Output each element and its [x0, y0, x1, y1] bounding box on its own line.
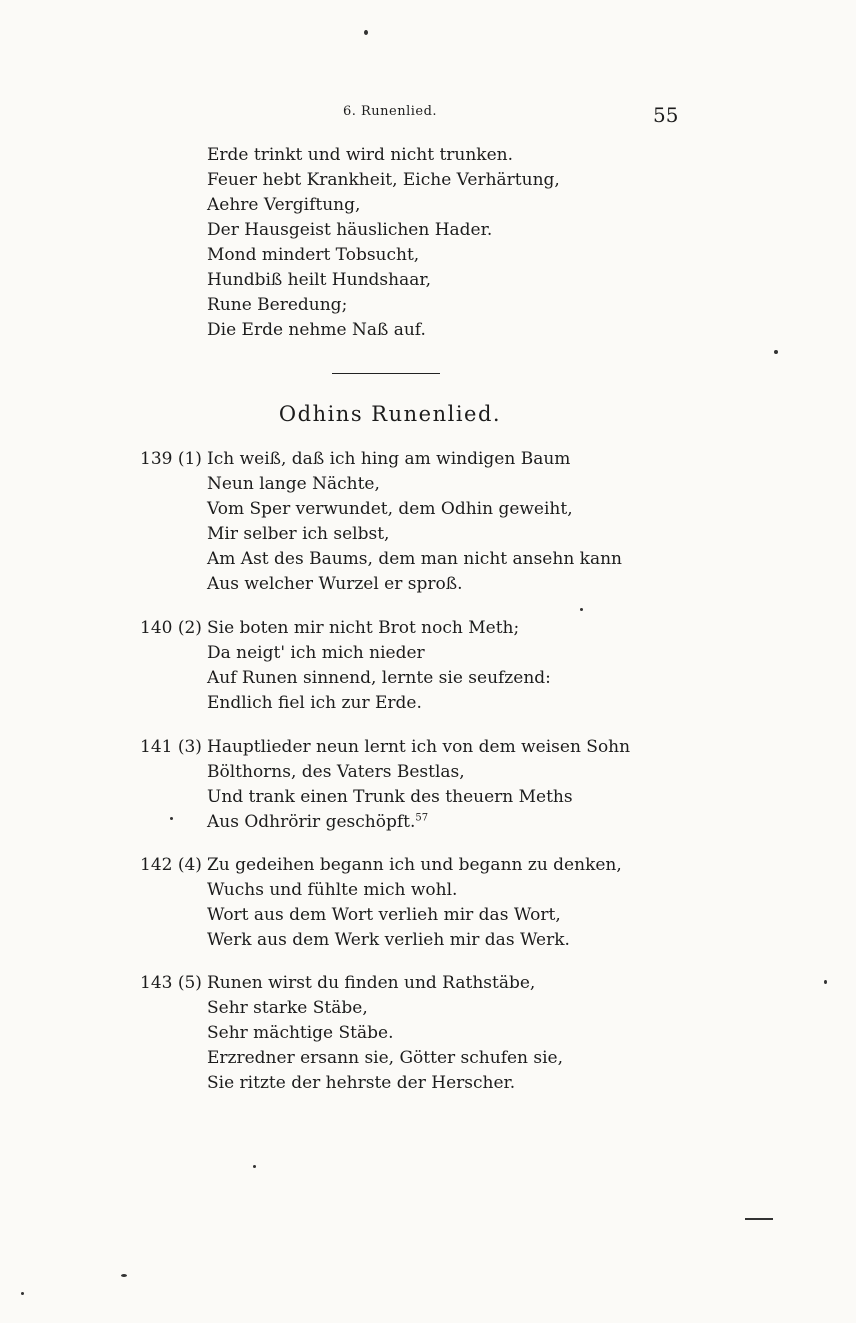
verse-text: Aus Odhrörir geschöpft. — [207, 812, 416, 832]
stanza-number: 142 (4) — [140, 855, 202, 875]
verse-line: Sehr mächtige Stäbe. — [207, 1023, 394, 1043]
stanza-number: 139 (1) — [140, 449, 202, 469]
verse-line: Aus welcher Wurzel er sproß. — [207, 574, 463, 594]
verse-line: Zu gedeihen begann ich und begann zu denken, — [207, 855, 622, 875]
scan-speck — [364, 30, 368, 35]
scan-speck — [774, 350, 778, 354]
verse-line: Wuchs und fühlte mich wohl. — [207, 880, 458, 900]
verse-line: Endlich fiel ich zur Erde. — [207, 693, 422, 713]
scan-speck — [253, 1165, 256, 1168]
scan-speck — [121, 1274, 127, 1277]
running-header-chapter: 6. Runenlied. — [342, 104, 438, 119]
verse-line: Runen wirst du finden und Rathstäbe, — [207, 973, 536, 993]
verse-line: Erzredner ersann sie, Götter schufen sie, — [207, 1048, 564, 1068]
section-title: Odhins Runenlied. — [278, 402, 502, 426]
stanza-number: 143 (5) — [140, 973, 202, 993]
verse-line: Da neigt' ich mich nieder — [207, 643, 425, 663]
scan-speck — [580, 608, 583, 611]
verse-line: Sie ritzte der hehrste der Herscher. — [207, 1073, 516, 1093]
stanza-number: 140 (2) — [140, 618, 202, 638]
verse-line: Mir selber ich selbst, — [207, 524, 390, 544]
verse-line: Werk aus dem Werk verlieh mir das Werk. — [207, 930, 570, 950]
verse-line: Und trank einen Trunk des theuern Meths — [207, 787, 573, 807]
verse-line: Wort aus dem Wort verlieh mir das Wort, — [207, 905, 561, 925]
verse-line: Auf Runen sinnend, lernte sie seufzend: — [207, 668, 551, 688]
verse-line: Die Erde nehme Naß auf. — [207, 320, 426, 340]
verse-line: Rune Beredung; — [207, 295, 348, 315]
verse-line — [207, 810, 428, 834]
verse-line: Der Hausgeist häuslichen Hader. — [207, 220, 493, 240]
footnote-reference: 57 — [415, 812, 429, 824]
verse-line: Hundbiß heilt Hundshaar, — [207, 270, 432, 290]
scan-speck — [745, 1218, 773, 1220]
verse-line: Ich weiß, daß ich hing am windigen Baum — [207, 449, 571, 469]
verse-line: Hauptlieder neun lernt ich von dem weisen Sohn — [207, 737, 631, 757]
section-divider — [332, 373, 440, 374]
scan-speck — [21, 1292, 24, 1295]
verse-line: Vom Sper verwundet, dem Odhin geweiht, — [207, 499, 573, 519]
stanza-number: 141 (3) — [140, 737, 202, 757]
scan-speck — [824, 980, 827, 984]
verse-line: Aehre Vergiftung, — [207, 195, 361, 215]
verse-line: Feuer hebt Krankheit, Eiche Verhärtung, — [207, 170, 560, 190]
verse-line: Sehr starke Stäbe, — [207, 998, 368, 1018]
verse-line: Erde trinkt und wird nicht trunken. — [207, 145, 514, 165]
verse-line: Sie boten mir nicht Brot noch Meth; — [207, 618, 520, 638]
verse-line: Neun lange Nächte, — [207, 474, 380, 494]
verse-line: Am Ast des Baums, dem man nicht ansehn kann — [207, 549, 623, 569]
verse-line: Bölthorns, des Vaters Bestlas, — [207, 762, 465, 782]
scan-speck — [170, 817, 173, 820]
page-number: 55 — [653, 103, 679, 127]
verse-line: Mond mindert Tobsucht, — [207, 245, 420, 265]
